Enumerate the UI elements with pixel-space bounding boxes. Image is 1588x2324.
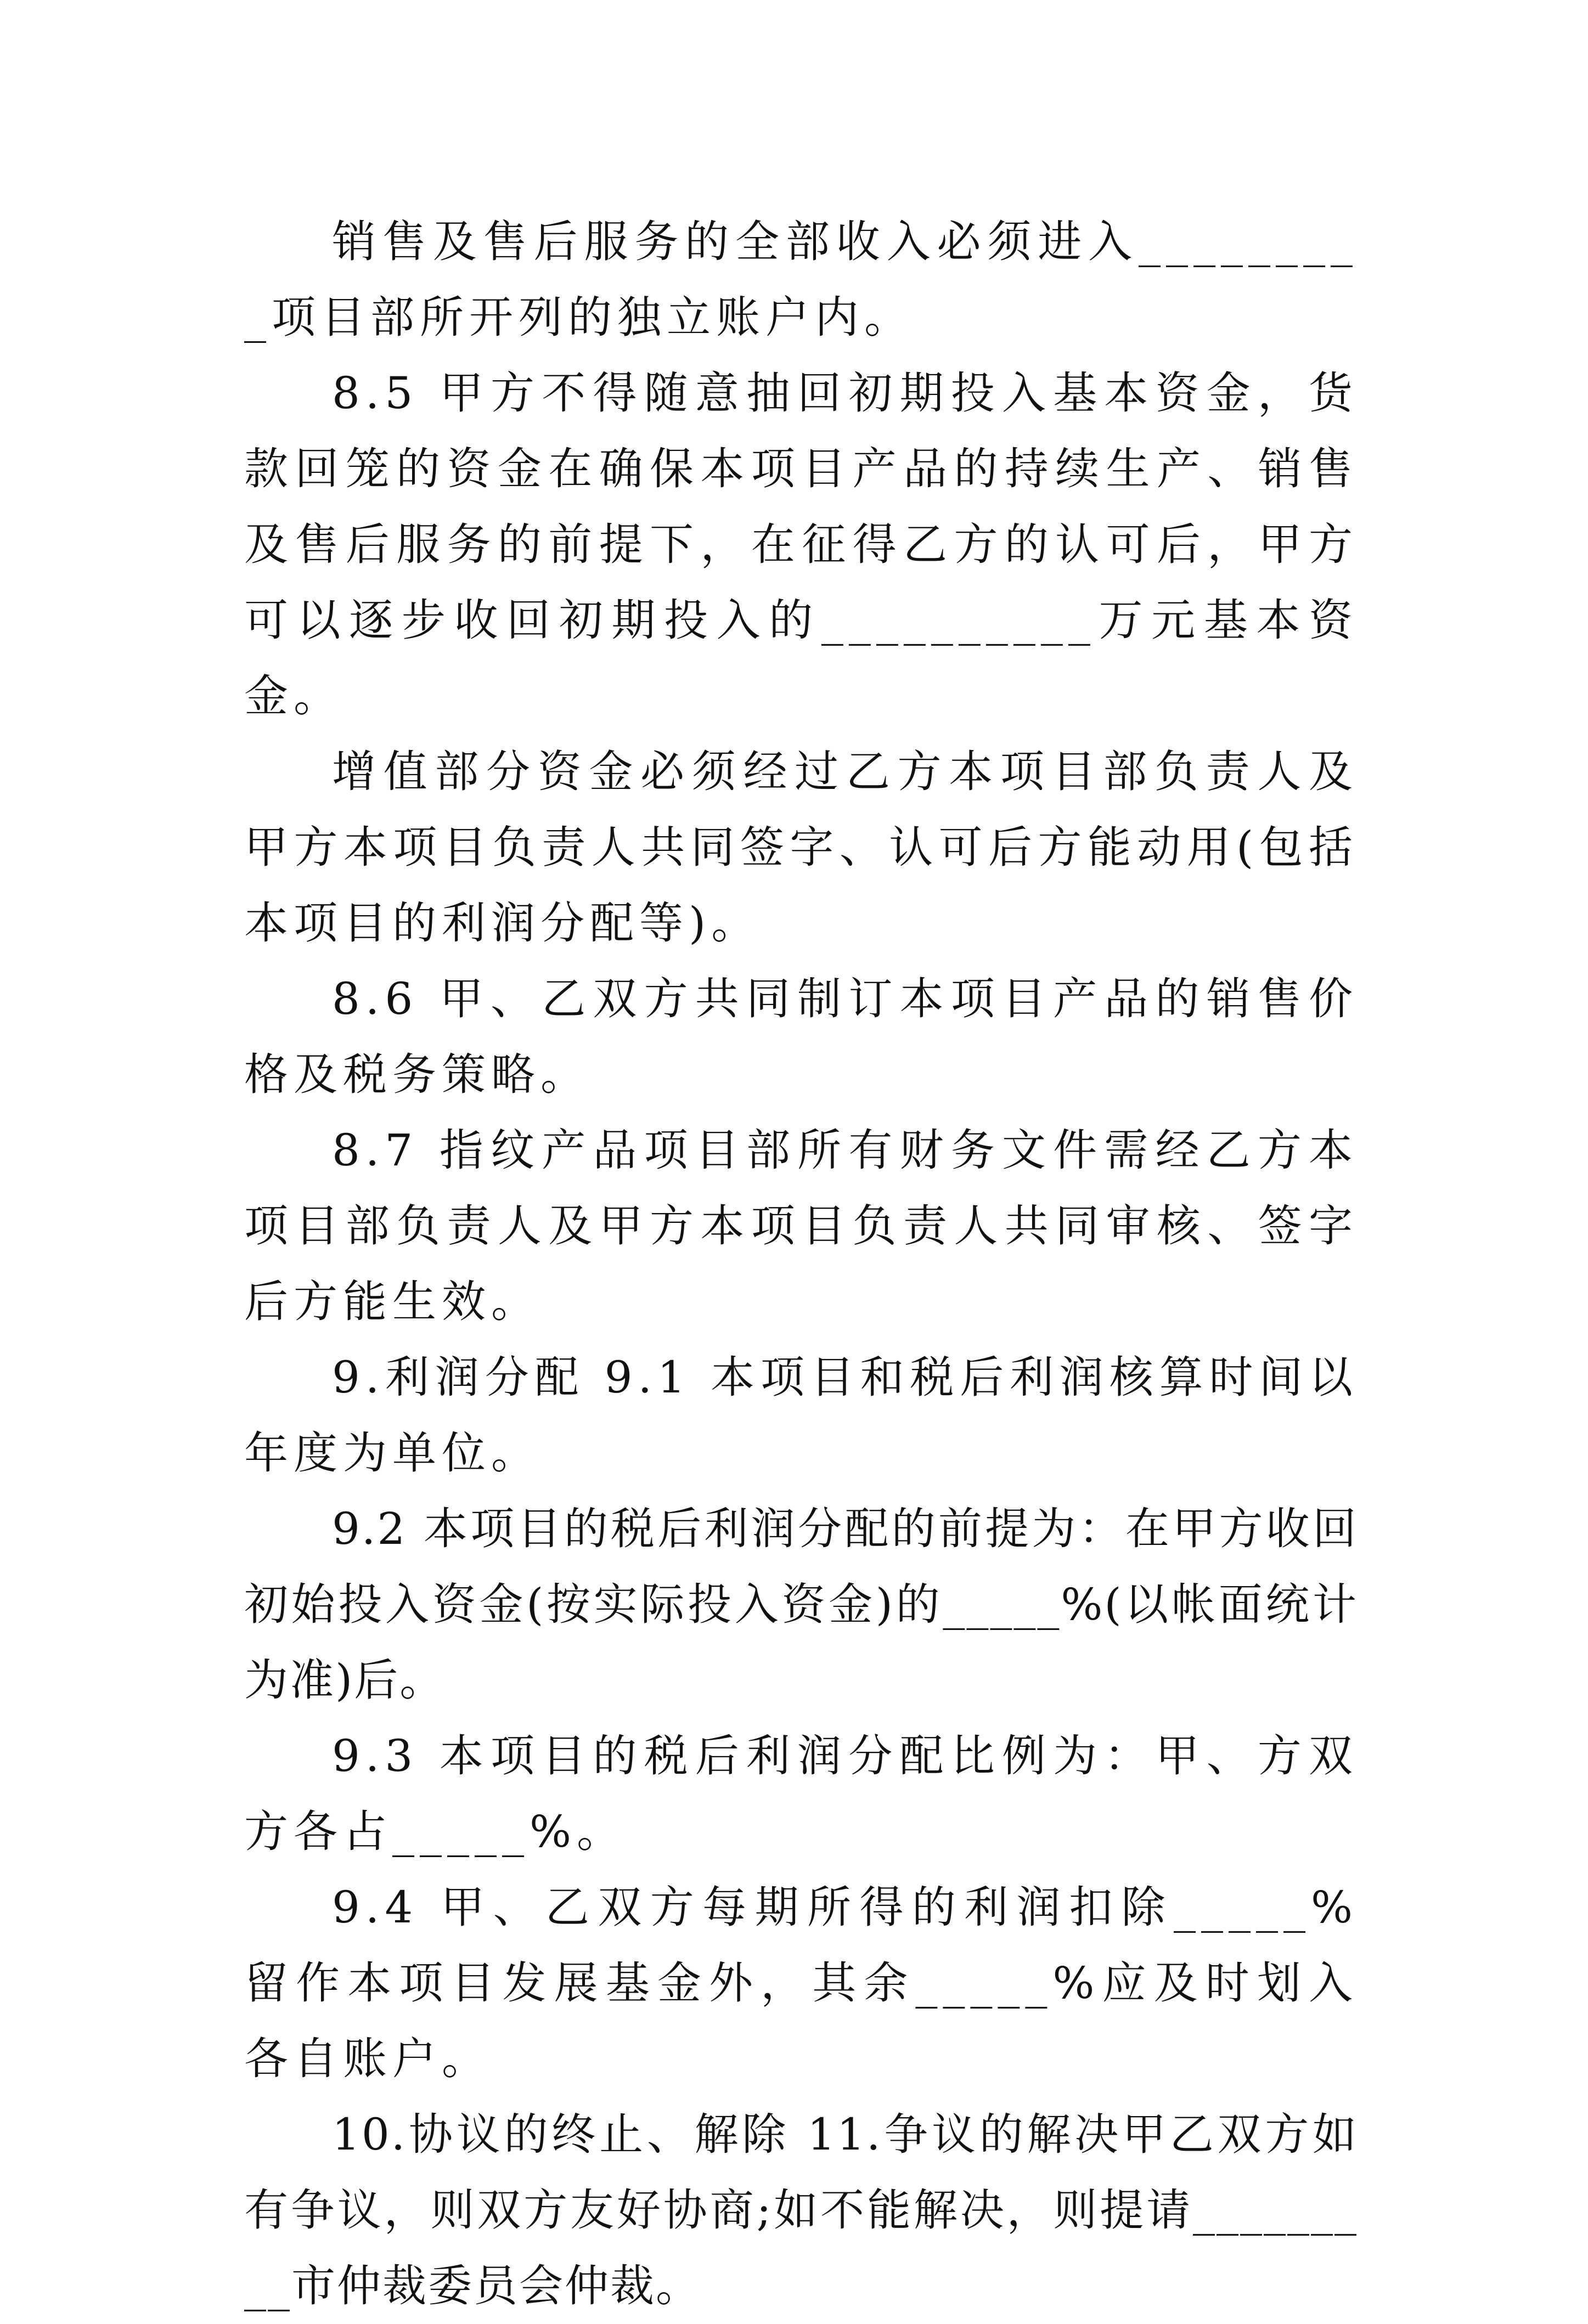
paragraph-8-7-financial-documents: 8.7 指纹产品项目部所有财务文件需经乙方本项目部负责人及甲方本项目负责人共同审核、签字后方能生效。 bbox=[244, 1125, 1358, 1327]
paragraph-8-6-pricing-tax: 8.6 甲、乙双方共同制订本项目产品的销售价格及税务策略。 bbox=[244, 973, 1358, 1100]
paragraph-9-3-profit-ratio: 9.3 本项目的税后利润分配比例为：甲、方双方各占_____%。 bbox=[244, 1730, 1358, 1857]
paragraph-9-4-development-fund: 9.4 甲、乙双方每期所得的利润扣除_____%留作本项目发展基金外，其余_____%应及时划入各自账户。 bbox=[244, 1882, 1358, 2084]
paragraph-sales-income: 销售及售后服务的全部收入必须进入_________项目部所开列的独立账户内。 bbox=[244, 216, 1358, 343]
paragraph-9-2-profit-precondition: 9.2 本项目的税后利润分配的前提为：在甲方收回初始投入资金(按实际投入资金)的_____%(以帐面统计为准)后。 bbox=[244, 1503, 1358, 1706]
paragraph-9-1-profit-accounting: 9.利润分配 9.1 本项目和税后利润核算时间以年度为单位。 bbox=[244, 1352, 1358, 1479]
document-body bbox=[244, 204, 1358, 2324]
paragraph-10-11-dispute-resolution: 10.协议的终止、解除 11.争议的解决甲乙双方如有争议，则双方友好协商;如不能解决，则提请_________市仲裁委员会仲裁。 bbox=[244, 2109, 1358, 2311]
paragraph-8-5-capital-recovery: 8.5 甲方不得随意抽回初期投入基本资金，货款回笼的资金在确保本项目产品的持续生产、销售及售后服务的前提下，在征得乙方的认可后，甲方可以逐步收回初期投入的__________万元基本资金。 bbox=[244, 368, 1358, 721]
paragraph-value-added-funds: 增值部分资金必须经过乙方本项目部负责人及甲方本项目负责人共同签字、认可后方能动用(包括本项目的利润分配等)。 bbox=[244, 746, 1358, 949]
